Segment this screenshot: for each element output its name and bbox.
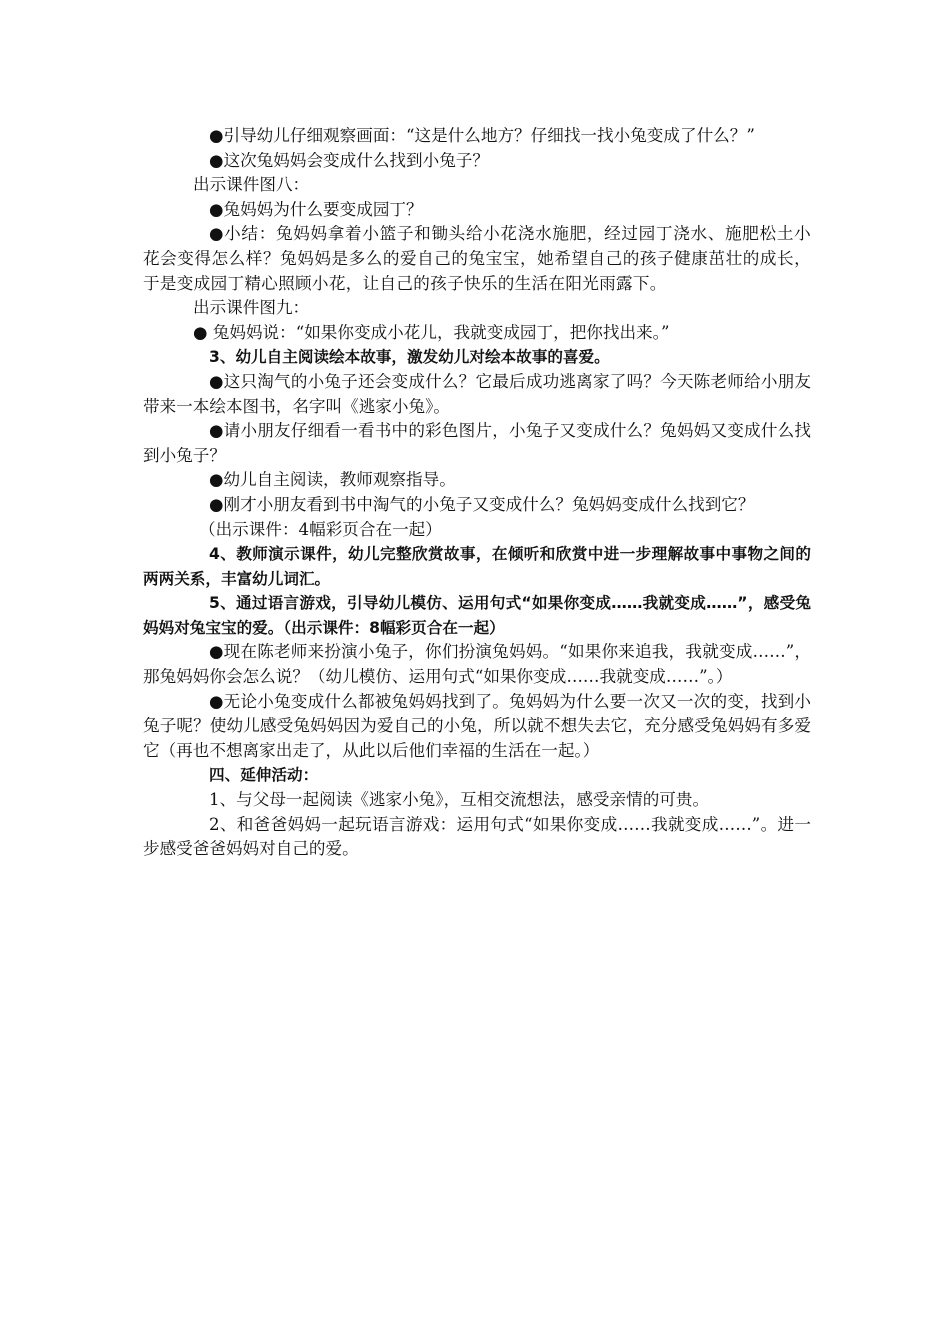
heading-step-5: 5、通过语言游戏，引导幼儿模仿、运用句式“如果你变成……我就变成……”，感受兔妈妈对兔宝宝的爱。（出示课件：8幅彩页合在一起） [143, 594, 811, 637]
paragraph-mother-says: ● 兔妈妈说：“如果你变成小花儿，我就变成园丁，把你找出来。” [193, 322, 670, 342]
heading-step-3: 3、幼儿自主阅读绘本故事，激发幼儿对绘本故事的喜爱。 [209, 348, 610, 367]
paragraph-observe-scene: ●引导幼儿仔细观察画面：“这是什么地方？仔细找一找小兔变成了什么？” [209, 126, 755, 145]
paragraph-show-4-pages: （出示课件：4幅彩页合在一起） [199, 519, 442, 539]
paragraph-summary: ●小结：兔妈妈拿着小篮子和锄头给小花浇水施肥，经过园丁浇水、施肥松土小花会变得怎么样？兔妈妈是多么的爱自己的兔宝宝，她希望自己的孩子健康茁壮的成长，于是变成园丁精心照顾小花，让自己的孩子快乐的生活在阳光雨露下。 [143, 224, 811, 293]
heading-extension: 四、延伸活动： [209, 766, 319, 785]
paragraph-question-mother: ●这次兔妈妈会变成什么找到小兔子？ [209, 150, 489, 170]
document-page [143, 124, 811, 862]
paragraph-why-gardener: ●兔妈妈为什么要变成园丁？ [209, 199, 423, 219]
paragraph-look-pictures: ●请小朋友仔细看一看书中的彩色图片，小兔子又变成什么？兔妈妈又变成什么找到小兔子？ [143, 421, 811, 465]
paragraph-self-reading: ●幼儿自主阅读，教师观察指导。 [209, 470, 456, 490]
paragraph-mother-love: ●无论小兔变成什么都被兔妈妈找到了。兔妈妈为什么要一次又一次的变，找到小兔子呢？使幼儿感受兔妈妈因为爱自己的小兔，所以就不想失去它，充分感受兔妈妈有多爱它（再也不想离家出走了，从此以后他们幸福的生活在一起。） [143, 691, 811, 760]
paragraph-extension-1: 1、与父母一起阅读《逃家小兔》，互相交流想法，感受亲情的可贵。 [209, 790, 710, 810]
paragraph-extension-2: 2、和爸爸妈妈一起玩语言游戏：运用句式“如果你变成……我就变成……”。进一步感受爸爸妈妈对自己的爱。 [143, 814, 811, 859]
paragraph-show-slide-8: 出示课件图八： [193, 175, 310, 195]
paragraph-role-play: ●现在陈老师来扮演小兔子，你们扮演兔妈妈。“如果你来追我，我就变成……”，那兔妈妈你会怎么说？（幼儿模仿、运用句式“如果你变成……我就变成……”。） [143, 642, 811, 687]
paragraph-what-changed: ●刚才小朋友看到书中淘气的小兔子又变成什么？兔妈妈变成什么找到它？ [209, 494, 755, 514]
paragraph-show-slide-9: 出示课件图九： [193, 298, 310, 318]
paragraph-naughty-rabbit: ●这只淘气的小兔子还会变成什么？它最后成功逃离家了吗？今天陈老师给小朋友带来一本绘本图书，名字叫《逃家小兔》。 [143, 371, 811, 416]
heading-step-4: 4、教师演示课件，幼儿完整欣赏故事，在倾听和欣赏中进一步理解故事中事物之间的两两关系，丰富幼儿词汇。 [143, 545, 811, 588]
